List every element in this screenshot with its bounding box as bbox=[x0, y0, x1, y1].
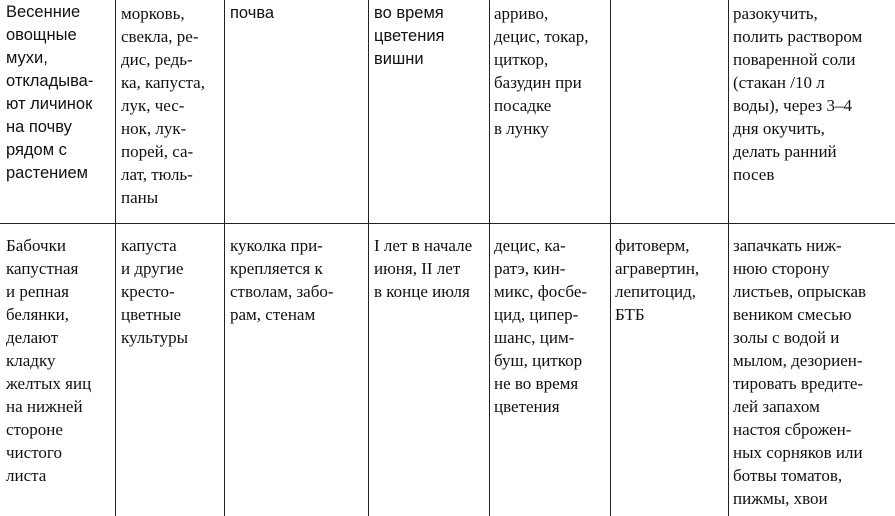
text-line: цветные bbox=[121, 305, 182, 324]
text-line: шанс, цим- bbox=[494, 328, 575, 347]
text-line: лат, тюль- bbox=[121, 165, 193, 184]
text-line: ратэ, кин- bbox=[494, 259, 566, 278]
text-line: вишни bbox=[374, 50, 424, 68]
text-line: и репная bbox=[6, 282, 69, 301]
text-line: настоя сброжен- bbox=[733, 420, 852, 439]
text-line: капустная bbox=[6, 259, 79, 278]
text-line: желтых яиц bbox=[6, 374, 92, 393]
text-line: порей, са- bbox=[121, 142, 194, 161]
text-line: мылом, дезориен- bbox=[733, 351, 863, 370]
text-line: тировать вредите- bbox=[733, 374, 864, 393]
text-line: агравертин, bbox=[615, 259, 700, 278]
text-line: в лунку bbox=[494, 119, 549, 138]
cell-crops-row1 bbox=[121, 2, 205, 209]
text-line: воды), через 3–4 bbox=[733, 96, 852, 115]
text-line: листа bbox=[6, 466, 47, 485]
text-line: лепитоцид, bbox=[615, 282, 697, 301]
text-line: стволам, забо- bbox=[230, 282, 334, 301]
text-line: белянки, bbox=[6, 305, 69, 324]
text-line: культуры bbox=[121, 328, 188, 347]
text-line: делать ранний bbox=[733, 142, 837, 161]
text-line: на почву bbox=[6, 118, 72, 136]
cell-chemicals-row2 bbox=[494, 234, 587, 418]
text-line: капуста bbox=[121, 236, 177, 255]
text-line: дис, редь- bbox=[121, 50, 193, 69]
text-line: веником смесью bbox=[733, 305, 852, 324]
text-line: крепляется к bbox=[230, 259, 323, 278]
cell-timing-row2 bbox=[374, 234, 472, 303]
text-line: фитоверм, bbox=[615, 236, 690, 255]
text-line: листьев, опрыскав bbox=[733, 282, 867, 301]
cell-crops-row2 bbox=[121, 234, 188, 349]
text-line: не во время bbox=[494, 374, 579, 393]
text-line: нюю сторону bbox=[733, 259, 830, 278]
text-line: нок, лук- bbox=[121, 119, 187, 138]
text-line: откладыва- bbox=[6, 72, 94, 90]
text-line: куколка при- bbox=[230, 236, 323, 255]
text-line: запачкать ниж- bbox=[733, 236, 842, 255]
text-line: делают bbox=[6, 328, 59, 347]
text-line: Весенние bbox=[6, 3, 81, 21]
text-line: морковь, bbox=[121, 4, 185, 23]
text-line: рядом с bbox=[6, 141, 67, 159]
text-line: базудин при bbox=[494, 73, 582, 92]
cell-stage-row1 bbox=[230, 2, 274, 25]
text-line: БТБ bbox=[615, 305, 645, 324]
text-line: свекла, ре- bbox=[121, 27, 199, 46]
cell-biologicals-row2 bbox=[615, 234, 699, 326]
text-line: растением bbox=[6, 164, 89, 182]
text-line: кресто- bbox=[121, 282, 175, 301]
text-line: золы с водой и bbox=[733, 328, 840, 347]
text-line: децис, ка- bbox=[494, 236, 566, 255]
text-line: мухи, bbox=[6, 49, 48, 67]
text-line: ка, капуста, bbox=[121, 73, 205, 92]
cell-agro-row1 bbox=[733, 2, 862, 186]
text-line: разокучить, bbox=[733, 4, 818, 23]
text-line: арриво, bbox=[494, 4, 549, 23]
column-divider bbox=[115, 0, 116, 516]
text-line: ют личинок bbox=[6, 95, 93, 113]
text-line: цид, ципер- bbox=[494, 305, 579, 324]
cell-agro-row2 bbox=[733, 234, 866, 510]
text-line: микс, фосбе- bbox=[494, 282, 588, 301]
text-line: чистого bbox=[6, 443, 62, 462]
text-line: почва bbox=[230, 4, 275, 22]
text-line: децис, токар, bbox=[494, 27, 589, 46]
text-line: поваренной соли bbox=[733, 50, 856, 69]
column-divider bbox=[610, 0, 611, 516]
text-line: овощные bbox=[6, 26, 77, 44]
column-divider bbox=[728, 0, 729, 516]
text-line: дня окучить, bbox=[733, 119, 825, 138]
text-line: Бабочки bbox=[6, 236, 66, 255]
cell-stage-row2 bbox=[230, 234, 334, 326]
text-line: стороне bbox=[6, 420, 63, 439]
column-divider bbox=[368, 0, 369, 516]
text-line: полить раствором bbox=[733, 27, 863, 46]
text-line: июня, II лет bbox=[374, 259, 461, 278]
text-line: во время bbox=[374, 4, 444, 22]
text-line: (стакан /10 л bbox=[733, 73, 825, 92]
text-line: буш, циткор bbox=[494, 351, 583, 370]
text-line: рам, стенам bbox=[230, 305, 316, 324]
cell-timing-row1 bbox=[374, 2, 444, 71]
text-line: I лет в начале bbox=[374, 236, 473, 255]
text-line: посадке bbox=[494, 96, 552, 115]
column-divider bbox=[224, 0, 225, 516]
text-line: лук, чес- bbox=[121, 96, 185, 115]
text-line: паны bbox=[121, 188, 159, 207]
text-line: лей запахом bbox=[733, 397, 820, 416]
cell-chemicals-row1 bbox=[494, 2, 588, 140]
text-line: цветения bbox=[494, 397, 560, 416]
text-line: циткор, bbox=[494, 50, 549, 69]
text-line: ботвы томатов, bbox=[733, 466, 843, 485]
row-divider bbox=[0, 223, 895, 224]
text-line: на нижней bbox=[6, 397, 83, 416]
cell-pest-row2 bbox=[6, 234, 91, 487]
column-divider bbox=[489, 0, 490, 516]
text-line: ных сорняков или bbox=[733, 443, 863, 462]
text-line: и другие bbox=[121, 259, 184, 278]
text-line: посев bbox=[733, 165, 775, 184]
text-line: пижмы, хвои bbox=[733, 489, 828, 508]
text-line: цветения bbox=[374, 27, 445, 45]
text-line: в конце июля bbox=[374, 282, 470, 301]
cell-pest-row1 bbox=[6, 1, 93, 185]
text-line: кладку bbox=[6, 351, 56, 370]
